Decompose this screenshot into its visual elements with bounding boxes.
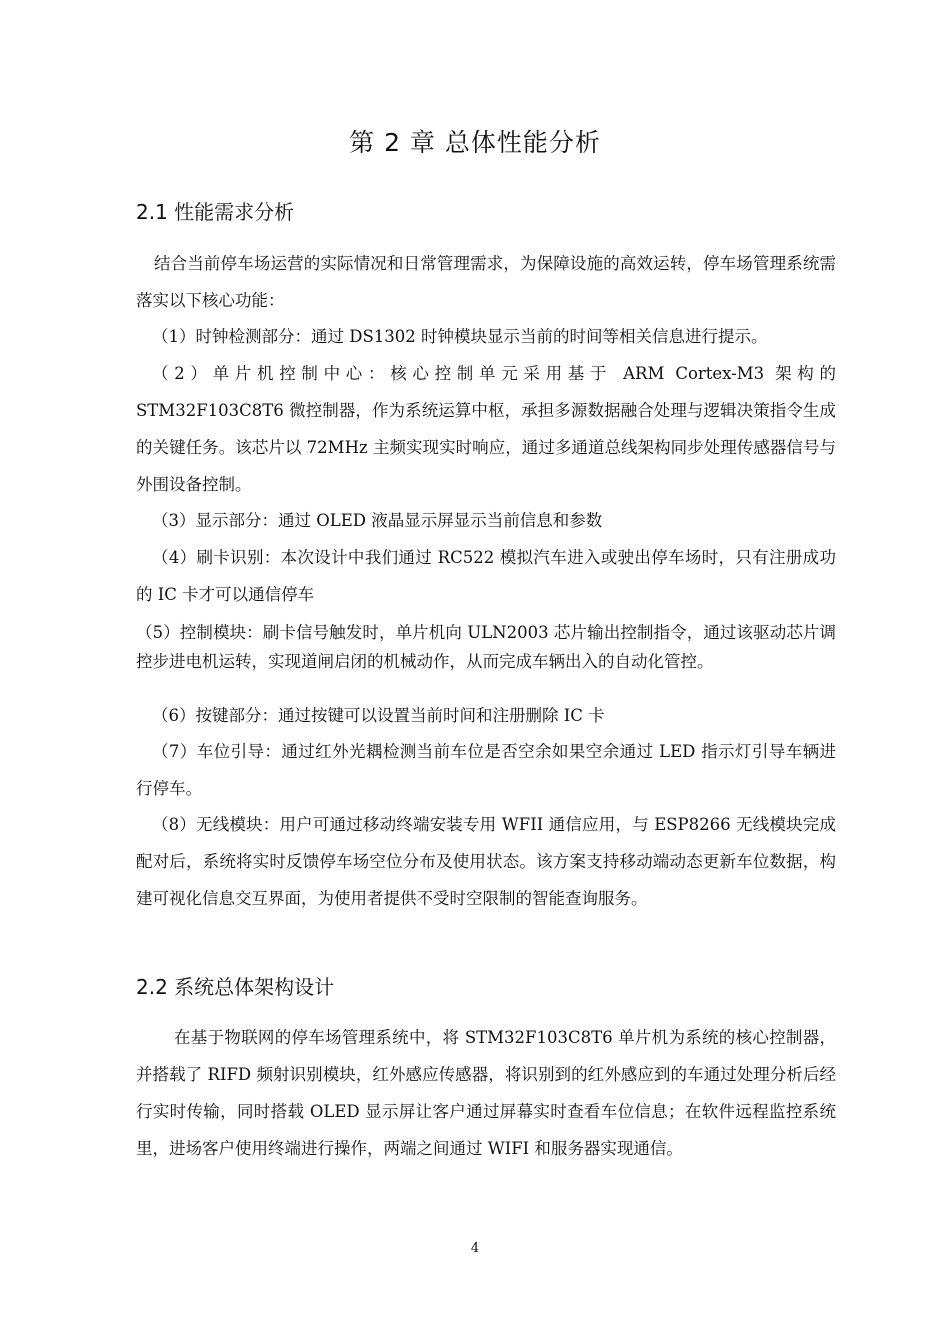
chapter-title: 第 2 章 总体性能分析: [349, 128, 601, 157]
architecture-paragraph: 在基于物联网的停车场管理系统中，将 STM32F103C8T6 单片机为系统的核心控制器，并搭载了 RIFD 频射识别模块，红外感应传感器，将识别到的红外感应到的车通过处理分析后经行实时传输，同时搭载 OLED 显示屏让客户通过屏幕实时查看车位信息；在软件远程监控系统里，进场客户使用终端进行操作，两端之间通过 WIFI 和服务器实现通信。: [136, 1028, 836, 1158]
requirement-item-2: （2）单片机控制中心：核心控制单元采用基于 ARM Cortex-M3 架构的 STM32F103C8T6 微控制器，作为系统运算中枢，承担多源数据融合处理与逻辑决策指令生成的关键任务。该芯片以 72MHz 主频实现实时响应，通过多通道总线架构同步处理传感器信号与外围设备控制。: [136, 364, 836, 494]
section-title-2-2: 2.2 系统总体架构设计: [136, 975, 335, 999]
requirement-item-6: （6）按键部分：通过按键可以设置当前时间和注册删除 IC 卡: [152, 706, 605, 725]
requirement-item-5: （5）控制模块：刷卡信号触发时，单片机向 ULN2003 芯片输出控制指令，通过该驱动芯片调控步进电机运转，实现道闸启闭的机械动作，从而完成车辆出入的自动化管控。: [136, 623, 836, 671]
requirement-item-7: （7）车位引导：通过红外光耦检测当前车位是否空余如果空余通过 LED 指示灯引导车辆进行停车。: [136, 742, 836, 798]
requirement-item-3: （3）显示部分：通过 OLED 液晶显示屏显示当前信息和参数: [152, 511, 603, 530]
requirement-item-4: （4）刷卡识别：本次设计中我们通过 RC522 模拟汽车进入或驶出停车场时，只有注册成功的 IC 卡才可以通信停车: [136, 548, 836, 604]
page-number: 4: [470, 1241, 480, 1256]
requirement-item-1: （1）时钟检测部分：通过 DS1302 时钟模块显示当前的时间等相关信息进行提示。: [152, 327, 768, 346]
section-intro-paragraph: 结合当前停车场运营的实际情况和日常管理需求，为保障设施的高效运转，停车场管理系统需落实以下核心功能：: [136, 254, 836, 310]
section-title-2-1: 2.1 性能需求分析: [136, 200, 295, 224]
requirement-item-8: （8）无线模块：用户可通过移动终端安装专用 WFII 通信应用，与 ESP8266 无线模块完成配对后，系统将实时反馈停车场空位分布及使用状态。该方案支持移动端动态更新车位数据，构建可视化信息交互界面，为使用者提供不受时空限制的智能查询服务。: [136, 815, 836, 908]
